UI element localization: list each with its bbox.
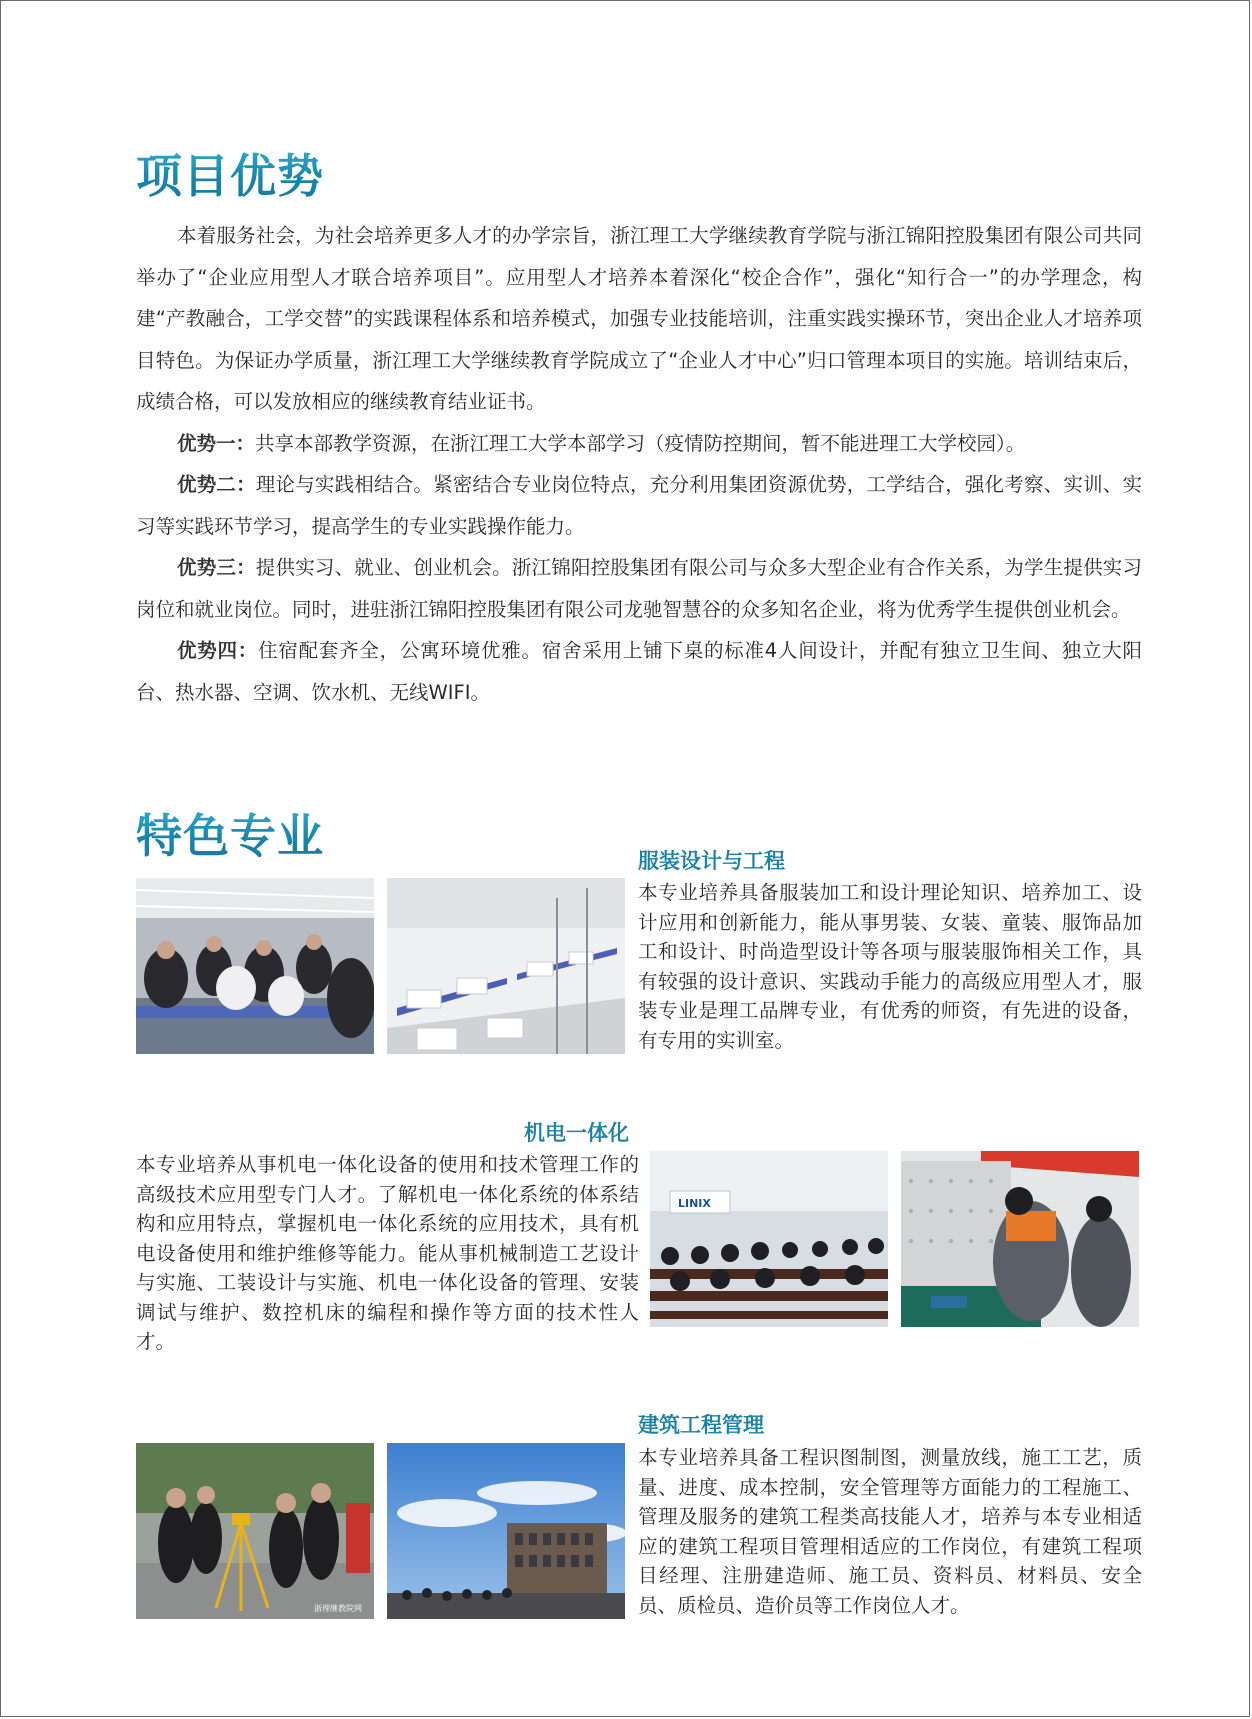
photo-mechatronics-class: [650, 1151, 888, 1327]
photo-watermark: 浙理继教院网: [314, 1604, 362, 1613]
advantage-text: 共享本部教学资源，在浙江理工大学本部学习（疫情防控期间，暂不能进理工大学校园）。: [255, 431, 1026, 455]
major-desc-fashion: 本专业培养具备服装加工和设计理论知识、培养加工、设计应用和创新能力，能从事男装、女装、童装、服饰品加工和设计、时尚造型设计等各项与服装服饰相关工作，具有较强的设计意识、实践动手能力的高级应用型人才，服装专业是理工品牌专业，有优秀的师资，有先进的设备，有专用的实训室。: [638, 881, 1142, 1052]
advantage-text: 提供实习、就业、创业机会。浙江锦阳控股集团有限公司与众多大型企业有合作关系，为学生提供实习岗位和就业岗位。同时，进驻浙江锦阳控股集团有限公司龙驰智慧谷的众多知名企业，将为优秀学生提供创业机会。: [136, 556, 1142, 621]
major-name-mechatronics: 机电一体化: [524, 1121, 629, 1145]
advantage-point-4: [136, 630, 1142, 713]
advantage-label: 优势二：: [177, 473, 256, 496]
advantage-point-1: [136, 423, 1142, 465]
photo-fashion-lab: [387, 878, 625, 1054]
section-title-advantage: 项目优势: [136, 140, 324, 206]
major-name-construction: 建筑工程管理: [638, 1413, 764, 1437]
advantage-text: 住宿配套齐全，公寓环境优雅。宿舍采用上铺下桌的标准4人间设计，并配有独立卫生间、独立大阳台、热水器、空调、饮水机、无线WIFI。: [136, 639, 1142, 704]
advantage-text: 理论与实践相结合。紧密结合专业岗位特点，充分利用集团资源优势，工学结合，强化考察、实训、实习等实践环节学习，提高学生的专业实践操作能力。: [136, 473, 1142, 538]
advantage-point-2: [136, 464, 1142, 547]
major-desc-construction: 本专业培养具备工程识图制图，测量放线，施工工艺，质量、进度、成本控制，安全管理等方面能力的工程施工、管理及服务的建筑工程类高技能人才，培养与本专业相适应的建筑工程项目管理相适应的工作岗位，有建筑工程项目经理、注册建造师、施工员、资料员、材料员、安全员、质检员、造价员等工作岗位人才。: [638, 1446, 1142, 1617]
section-title-majors: 特色专业: [136, 800, 324, 866]
photo-construction-survey: [136, 1443, 374, 1619]
photo-fashion-class: [136, 878, 374, 1054]
advantage-intro: 本着服务社会，为社会培养更多人才的办学宗旨，浙江理工大学继续教育学院与浙江锦阳控股集团有限公司共同举办了“企业应用型人才联合培养项目”。应用型人才培养本着深化“校企合作”，强化“知行合一”的办学理念，构建“产教融合，工学交替”的实践课程体系和培养模式，加强专业技能培训，注重实践实操环节，突出企业人才培养项目特色。为保证办学质量，浙江理工大学继续教育学院成立了“企业人才中心”归口管理本项目的实施。培训结束后，成绩合格，可以发放相应的继续教育结业证书。: [136, 224, 1142, 413]
photo-mechatronics-practice: [901, 1151, 1139, 1327]
major-desc-mechatronics: 本专业培养从事机电一体化设备的使用和技术管理工作的高级技术应用型专门人才。了解机电一体化系统的体系结构和应用特点，掌握机电一体化系统的应用技术，具有机电设备使用和维护维修等能力。能从事机械制造工艺设计与实施、工装设计与实施、机电一体化设备的管理、安装调试与维护、数控机床的编程和操作等方面的技术性人才。: [136, 1153, 639, 1353]
advantage-body: [136, 215, 1142, 713]
advantage-label: 优势四：: [177, 639, 259, 662]
advantage-point-3: [136, 547, 1142, 630]
advantage-label: 优势一：: [177, 431, 256, 455]
photo-construction-campus: [387, 1443, 625, 1619]
major-name-fashion: 服装设计与工程: [638, 849, 785, 873]
advantage-label: 优势三：: [177, 556, 256, 579]
lab-sign-text: LINIX: [678, 1197, 711, 1210]
